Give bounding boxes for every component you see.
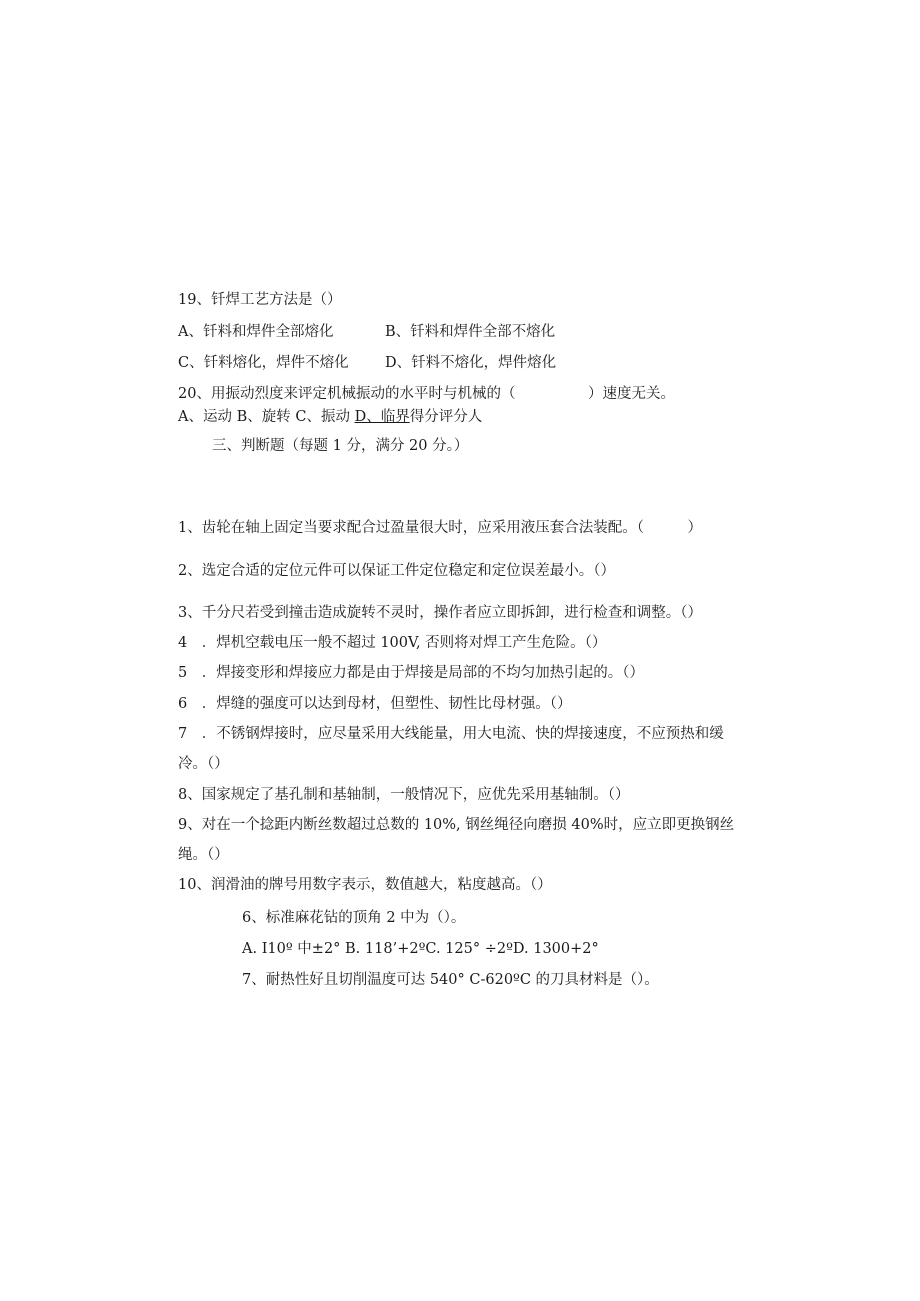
judge-item-10: 10、润滑油的牌号用数字表示，数值越大，粘度越高。（）	[178, 877, 552, 893]
judge-item-2: 2、选定合适的定位元件可以保证工件定位稳定和定位误差最小。（）	[178, 563, 615, 579]
q19-option-b: B、钎料和焊件全部不熔化	[385, 324, 556, 340]
extra-q6-options: A. I10º 中±2° B. 118’+2ºC. 125° ÷2ºD. 1300+2°	[242, 941, 599, 957]
judge-item-8: 8、国家规定了基孔制和基轴制，一般情况下，应优先采用基轴制。（）	[178, 787, 630, 803]
q19-option-d: D、钎料不熔化，焊件熔化	[385, 355, 557, 371]
q20-options-abc: A、运动 B、旋转 C、振动	[178, 409, 355, 425]
section-3-title: 三、判断题（每题 1 分，满分 20 分。）	[212, 438, 469, 454]
judge-item-7-cont: 冷。（）	[178, 756, 229, 772]
judge-item-3: 3、千分尺若受到撞击造成旋转不灵时，操作者应立即拆卸，进行检查和调整。（）	[178, 605, 702, 621]
judge-item-9: 9、对在一个捻距内断丝数超过总数的 10%, 钢丝绳径向磨损 40%时，应立即更换钢丝	[178, 817, 735, 833]
extra-q7: 7、耐热性好且切削温度可达 540° C-620ºC 的刀具材料是（）。	[242, 972, 659, 988]
judge-item-9-cont: 绳。（）	[178, 847, 229, 863]
judge-item-1: 1、齿轮在轴上固定当要求配合过盈量很大时，应采用液压套合法装配。（ ）	[178, 520, 702, 536]
judge-item-4: 4 ．焊机空载电压一般不超过 100V, 否则将对焊工产生危险。（）	[178, 635, 607, 651]
q19-option-c: C、钎料熔化，焊件不熔化	[178, 355, 349, 371]
q20-options	[178, 407, 482, 427]
q20-stem: 20、用振动烈度来评定机械振动的水平时与机械的（ ）速度无关。	[178, 386, 675, 402]
q19-stem: 19、钎焊工艺方法是（）	[178, 292, 342, 308]
judge-item-6: 6 ．焊缝的强度可以达到母材，但塑性、韧性比母材强。（）	[178, 696, 572, 712]
q19-option-a: A、钎料和焊件全部熔化	[178, 324, 334, 340]
q20-option-d: D、临界	[354, 409, 410, 425]
judge-item-7: 7 ．不锈钢焊接时，应尽量采用大线能量，用大电流、快的焊接速度，不应预热和缓	[178, 726, 724, 742]
judge-item-5: 5 ．焊接变形和焊接应力都是由于焊接是局部的不均匀加热引起的。（）	[178, 665, 644, 681]
extra-q6: 6、标准麻花钻的顶角 2 中为（）。	[242, 910, 466, 926]
score-header: 得分评分人	[409, 409, 483, 425]
